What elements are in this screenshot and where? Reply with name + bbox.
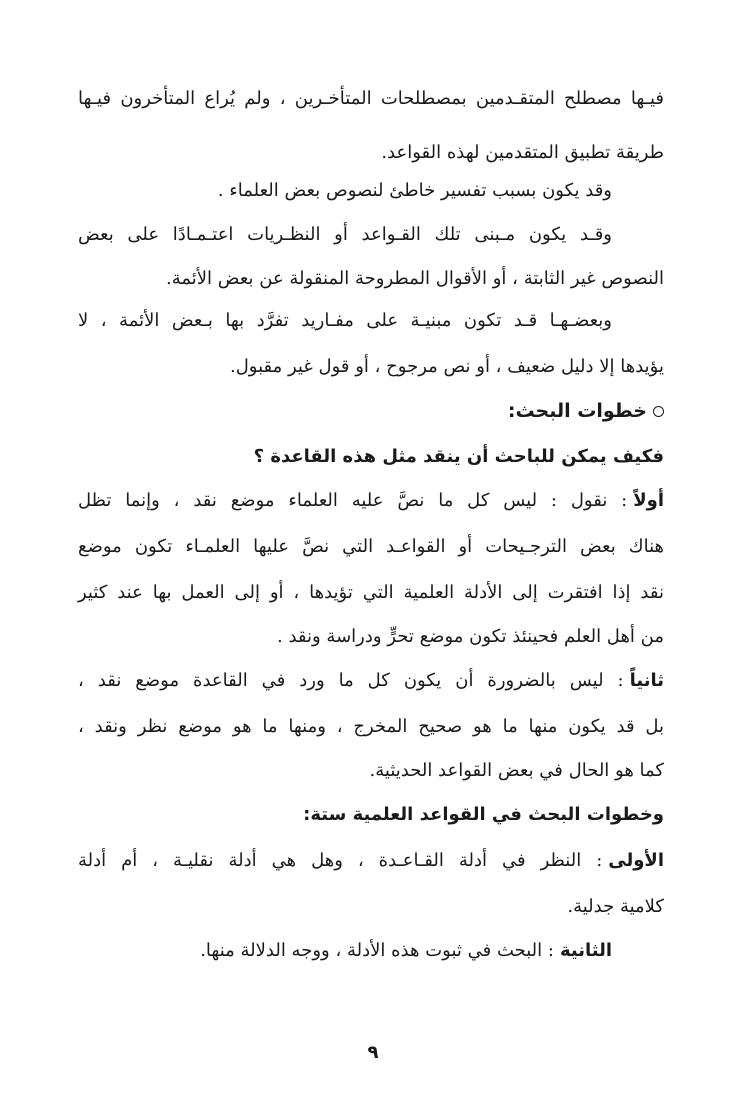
- paragraph-first-line: أولاً: نقول : ليس كل ما نصَّ عليه العلماء موضع نقد ، وإنما تظل: [78, 490, 664, 511]
- body-line: فيـها مصطلح المتقـدمين بمصطلحات المتأخـرين ، ولم يُراع المتأخرون فيـها: [78, 88, 664, 109]
- body-line: وقـد يكون مـبنى تلك القـواعد أو النظـريات اعتـمـادًا على بعض: [78, 224, 612, 245]
- body-line: طريقة تطبيق المتقدمين لهذه القواعد.: [381, 142, 664, 163]
- circle-bullet-icon: [653, 406, 664, 417]
- paragraph-lead: ثانياً: [629, 670, 664, 691]
- steps-heading: وخطوات البحث في القواعد العلمية ستة:: [303, 804, 664, 825]
- body-line: من أهل العلم فحينئذ تكون موضع تحرٍّ ودراسة ونقد .: [277, 626, 664, 647]
- paragraph-first-line: الأولى: النظر في أدلة القـاعـدة ، وهل هي أدلة نقليـة ، أم أدلة: [78, 850, 664, 871]
- body-line: هناك بعض الترجـيحات أو القواعـد التي نصَّ عليها العلمـاء تكون موضع: [78, 536, 664, 557]
- page-number: ٩: [367, 1042, 379, 1063]
- body-line: كما هو الحال في بعض القواعد الحديثية.: [369, 760, 664, 781]
- heading-text: خطوات البحث:: [507, 400, 647, 422]
- body-line: كلامية جدلية.: [567, 896, 664, 917]
- body-line: نقد إذا افتقرت إلى الأدلة العلمية التي تؤيدها ، أو إلى العمل بها عند كثير: [78, 582, 664, 603]
- body-line: النصوص غير الثابتة ، أو الأقوال المطروحة المنقولة عن بعض الأئمة.: [166, 268, 664, 289]
- body-line: وبعضـهـا قـد تكون مبنيـة على مفـاريد تفرَّد بها بـعض الأئمة ، لا: [78, 310, 612, 331]
- body-line: وقد يكون بسبب تفسير خاطئ لنصوص بعض العلماء .: [217, 180, 612, 201]
- step-lead: الثانية: [559, 940, 612, 961]
- body-line: يؤيدها إلا دليل ضعيف ، أو نص مرجوح ، أو قول غير مقبول.: [230, 356, 664, 377]
- paragraph-first-line: ثانياً: ليس بالضرورة أن يكون كل ما ورد في القاعدة موضع نقد ،: [78, 670, 664, 691]
- question-heading: فكيف يمكن للباحث أن ينقد مثل هذه القاعدة ؟: [253, 446, 664, 467]
- paragraph-first-line: الثانية: البحث في ثبوت هذه الأدلة ، ووجه الدلالة منها.: [200, 940, 612, 961]
- section-heading: [508, 396, 664, 426]
- step-lead: الأولى: [608, 850, 664, 871]
- paragraph-lead: أولاً: [633, 490, 664, 511]
- body-line: بل قد يكون منها ما هو صحيح المخرج ، ومنها ما هو موضع نظر ونقد ،: [78, 716, 665, 737]
